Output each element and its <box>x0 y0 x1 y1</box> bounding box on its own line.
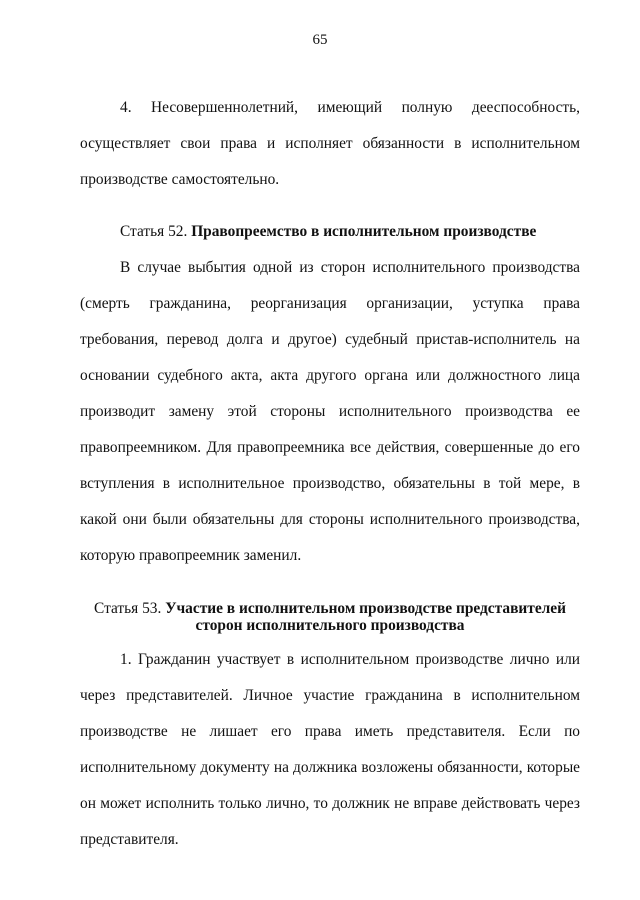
paragraph-minor-capacity: 4. Несовершеннолетний, имеющий полную дееспособность, осуществляет свои права и исполняет обязанности в исполнительном производстве самостоятельно. <box>80 99 580 188</box>
spacer <box>80 198 580 214</box>
spacer <box>80 574 580 596</box>
article-52-label: Статья 52. <box>120 223 188 240</box>
article-53-heading <box>80 596 580 642</box>
paragraph-succession: В случае выбытия одной из сторон исполнительного производства (смерть гражданина, реорганизация организации, уступка права требования, перевод долга и другое) судебный пристав-исполнитель на основании судебного акта, акта другого органа или должностного лица производит замену этой стороны исполнительного производства ее правопреемником. Для правопреемника все действия, совершенные до его вступления в исполнительное производство, обязательны в той мере, в какой они были обязательны для стороны исполнительного производства, которую правопреемник заменил. <box>80 259 580 564</box>
paragraph-representatives: 1. Гражданин участвует в исполнительном производстве лично или через представителей. Личное участие гражданина в исполнительном производстве не лишает его права иметь представителя. Если по исполнительному документу на должника возложены обязанности, которые он может исполнить только лично, то должник не вправе действовать через представителя. <box>80 651 580 848</box>
article-52-title: Правопреемство в исполнительном производстве <box>191 223 537 240</box>
page-number: 65 <box>312 32 328 48</box>
article-53-label: Статья 53. <box>94 600 162 617</box>
document-body <box>80 90 580 858</box>
article-52-heading <box>80 214 580 250</box>
article-53-title-line-1: Участие в исполнительном производстве представителей <box>165 600 566 617</box>
article-53-heading-line-1 <box>80 600 580 617</box>
article-53-title-line-2: сторон исполнительного производства <box>195 617 465 634</box>
